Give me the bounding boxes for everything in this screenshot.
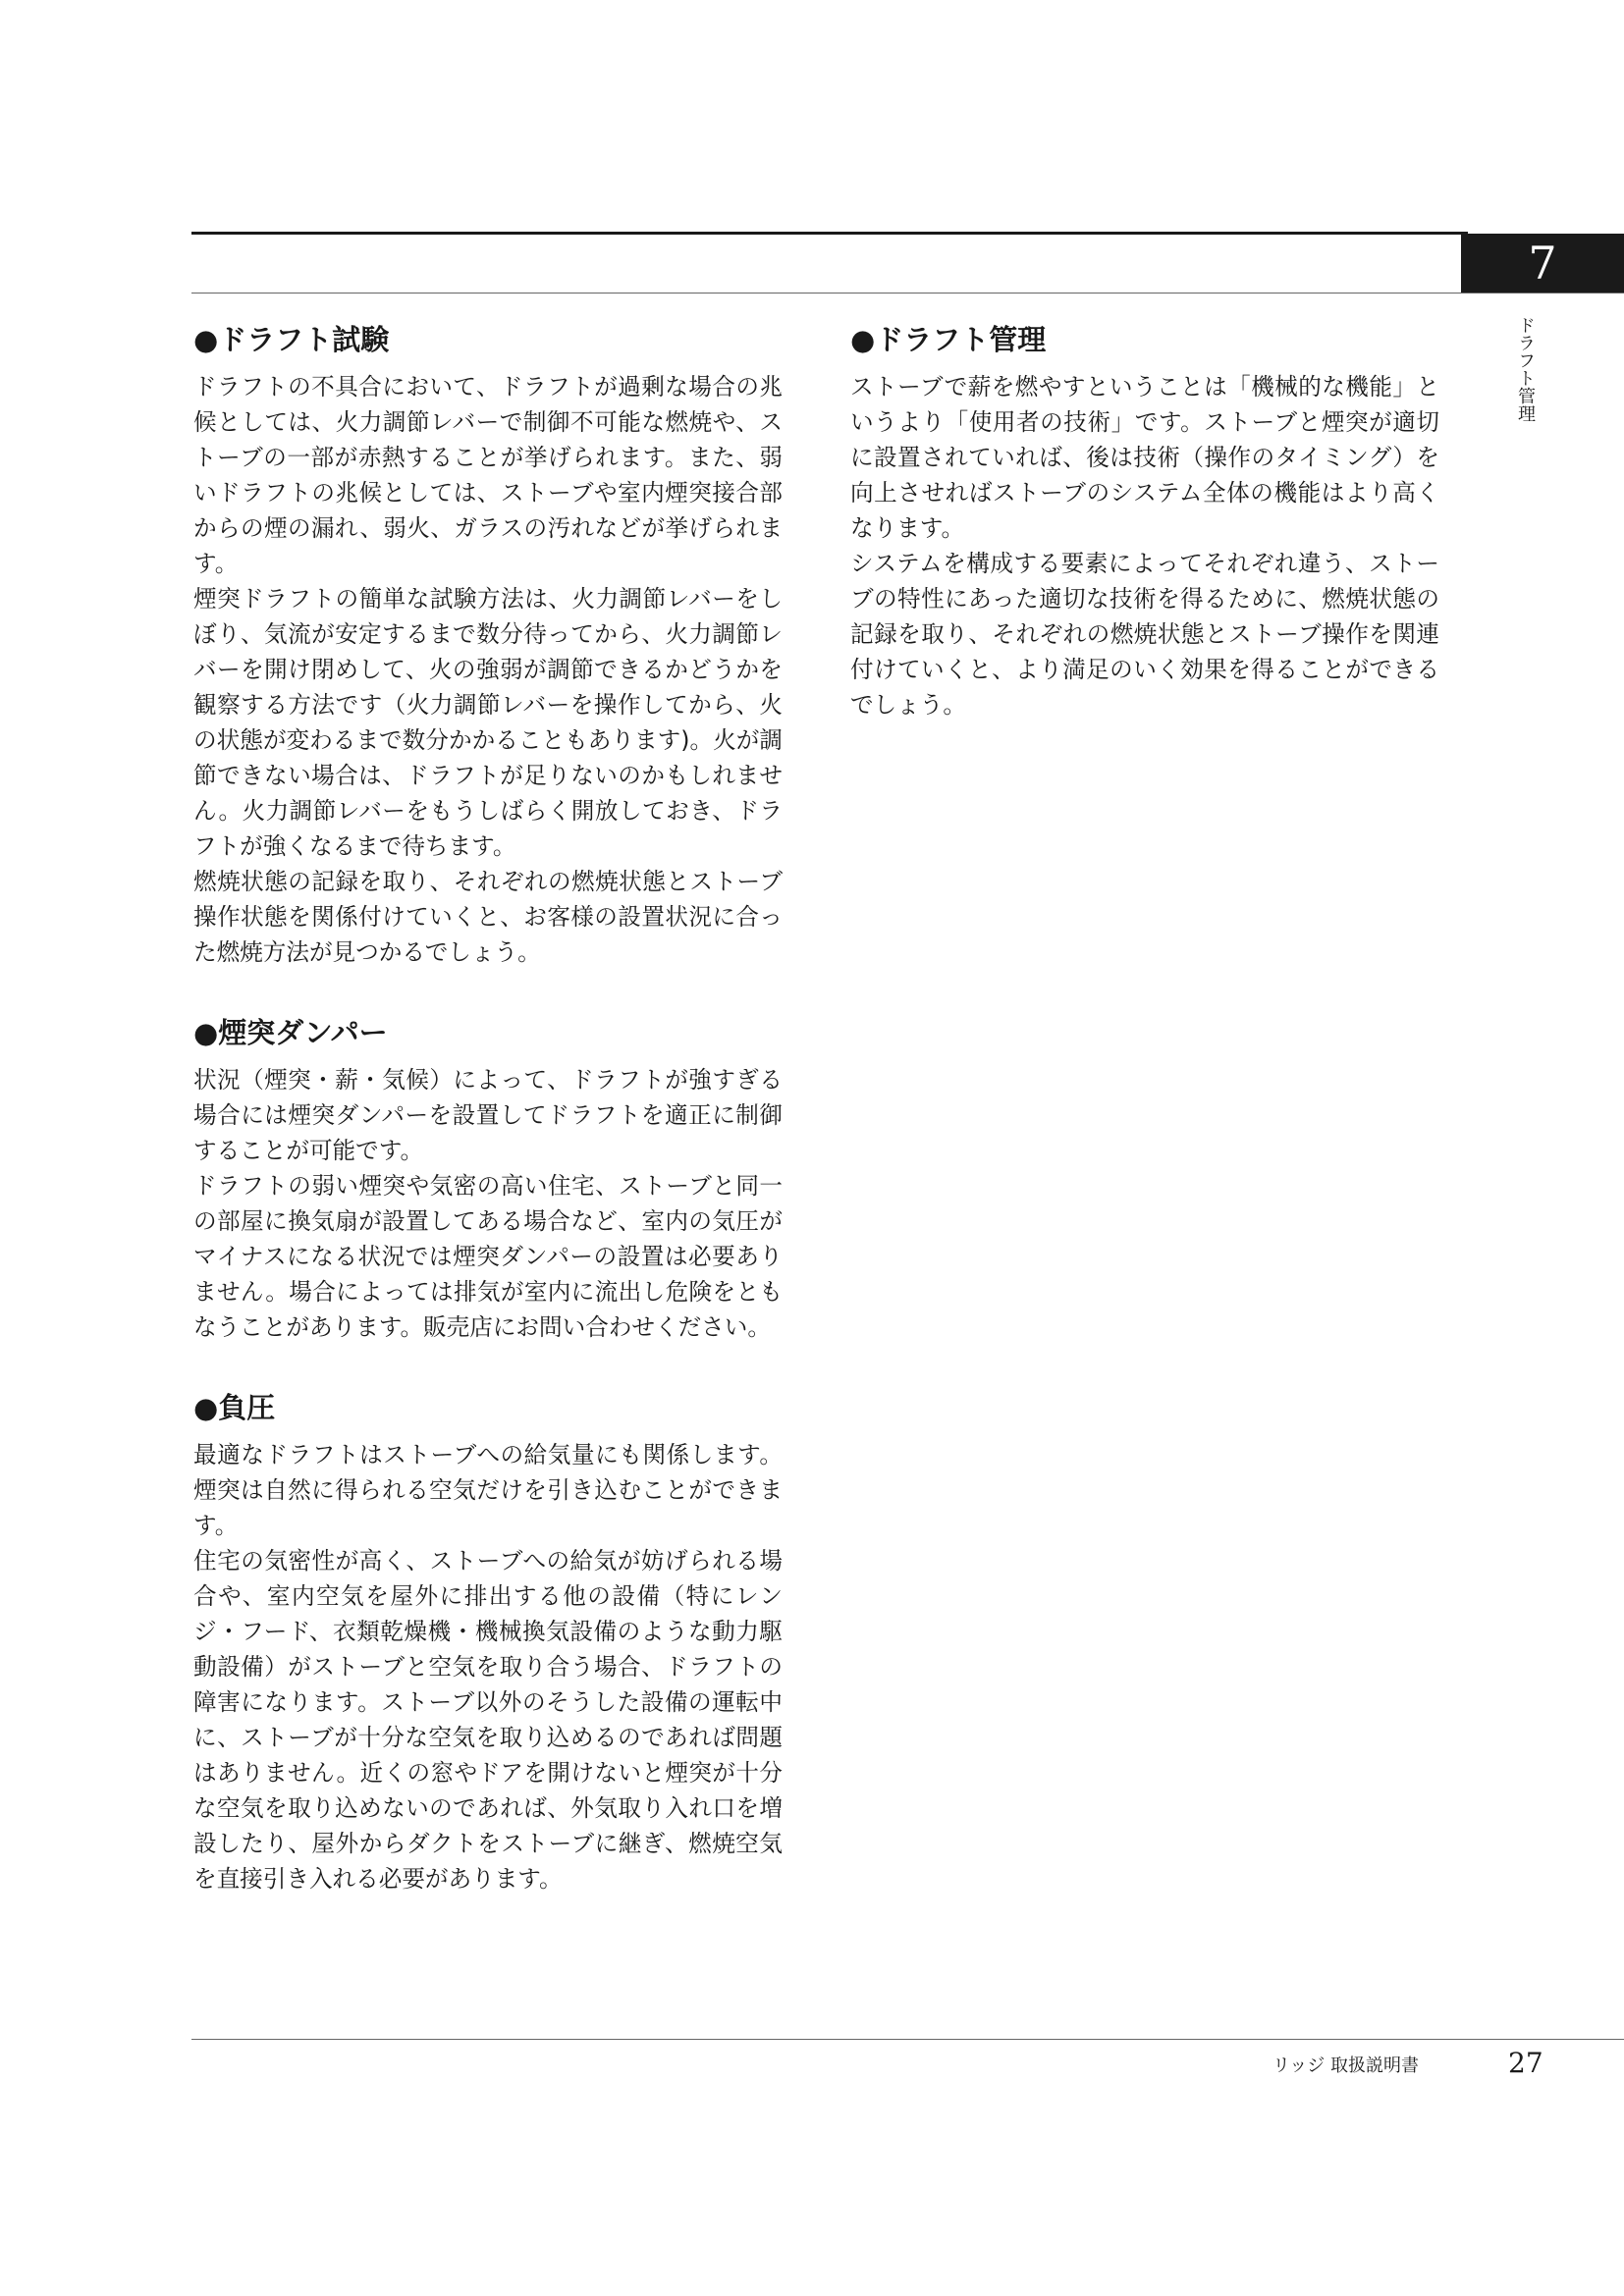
paragraph: 燃焼状態の記録を取り、それぞれの燃焼状態とストーブ操作状態を関係付けていくと、お客様の設置状況に合った燃焼方法が見つかるでしょう。 <box>193 868 783 966</box>
section-negative-pressure <box>193 1388 783 1896</box>
page-number: 27 <box>1508 2047 1543 2079</box>
section-title: ●煙突ダンパー <box>193 1016 388 1049</box>
paragraph: ストーブで薪を燃やすということは「機械的な機能」というより「使用者の技術」です。ストーブと煙突が適切に設置されていれば、後は技術（操作のタイミング）を向上させればストーブのシステム全体の機能はより高くなります。 <box>850 373 1439 542</box>
right-column <box>850 320 1439 766</box>
section-title: ●負圧 <box>193 1391 276 1424</box>
section-draft-test <box>193 320 783 970</box>
paragraph: ドラフトの弱い煙突や気密の高い住宅、ストーブと同一の部屋に換気扇が設置してある場合など、室内の気圧がマイナスになる状況では煙突ダンパーの設置は必要ありません。場合によっては排気が室内に流出し危険をともなうことがあります。販売店にお問い合わせください。 <box>193 1172 783 1341</box>
chapter-side-tab: ドラフト管理 <box>1515 316 1536 422</box>
paragraph: 状況（煙突・薪・気候）によって、ドラフトが強すぎる場合には煙突ダンパーを設置してドラフトを適正に制御することが可能です。 <box>193 1066 783 1164</box>
left-column <box>193 320 783 1940</box>
paragraph: システムを構成する要素によってそれぞれ違う、ストーブの特性にあった適切な技術を得るために、燃焼状態の記録を取り、それぞれの燃焼状態とストーブ操作を関連付けていくと、より満足のいく効果を得ることができるでしょう。 <box>850 550 1439 719</box>
paragraph: 煙突ドラフトの簡単な試験方法は、火力調節レバーをしぼり、気流が安定するまで数分待ってから、火力調節レバーを開け閉めして、火の強弱が調節できるかどうかを観察する方法です（火力調節レバーを操作してから、火の状態が変わるまで数分かかることもあります)。火が調節できない場合は、ドラフトが足りないのかもしれません。火力調節レバーをもうしばらく開放しておき、ドラフトが強くなるまで待ちます。 <box>193 585 783 860</box>
section-draft-management <box>850 320 1439 722</box>
paragraph: 住宅の気密性が高く、ストーブへの給気が妨げられる場合や、室内空気を屋外に排出する他の設備（特にレンジ・フード、衣類乾燥機・機械換気設備のような動力駆動設備）がストーブと空気を取り合う場合、ドラフトの障害になります。ストーブ以外のそうした設備の運転中に、ストーブが十分な空気を取り込めるのであれば問題はありません。近くの窓やドアを開けないと煙突が十分な空気を取り込めないのであれば、外気取り入れ口を増設したり、屋外からダクトをストーブに継ぎ、燃焼空気を直接引き入れる必要があります。 <box>193 1547 783 1893</box>
section-title: ●ドラフト試験 <box>193 323 390 356</box>
header-rule <box>191 232 1468 235</box>
paragraph: 最適なドラフトはストーブへの給気量にも関係します。煙突は自然に得られる空気だけを引き込むことができます。 <box>193 1441 783 1539</box>
chapter-number: 7 <box>1461 234 1624 293</box>
section-title: ●ドラフト管理 <box>850 323 1047 356</box>
header-rule-thin <box>191 293 1624 294</box>
footer-rule <box>191 2039 1624 2040</box>
section-chimney-damper <box>193 1013 783 1345</box>
paragraph: ドラフトの不具合において、ドラフトが過剰な場合の兆候としては、火力調節レバーで制御不可能な燃焼や、ストーブの一部が赤熱することが挙げられます。また、弱いドラフトの兆候としては、ストーブや室内煙突接合部からの煙の漏れ、弱火、ガラスの汚れなどが挙げられます。 <box>193 373 783 577</box>
footer-doc-title: リッジ 取扱説明書 <box>1272 2056 1420 2076</box>
